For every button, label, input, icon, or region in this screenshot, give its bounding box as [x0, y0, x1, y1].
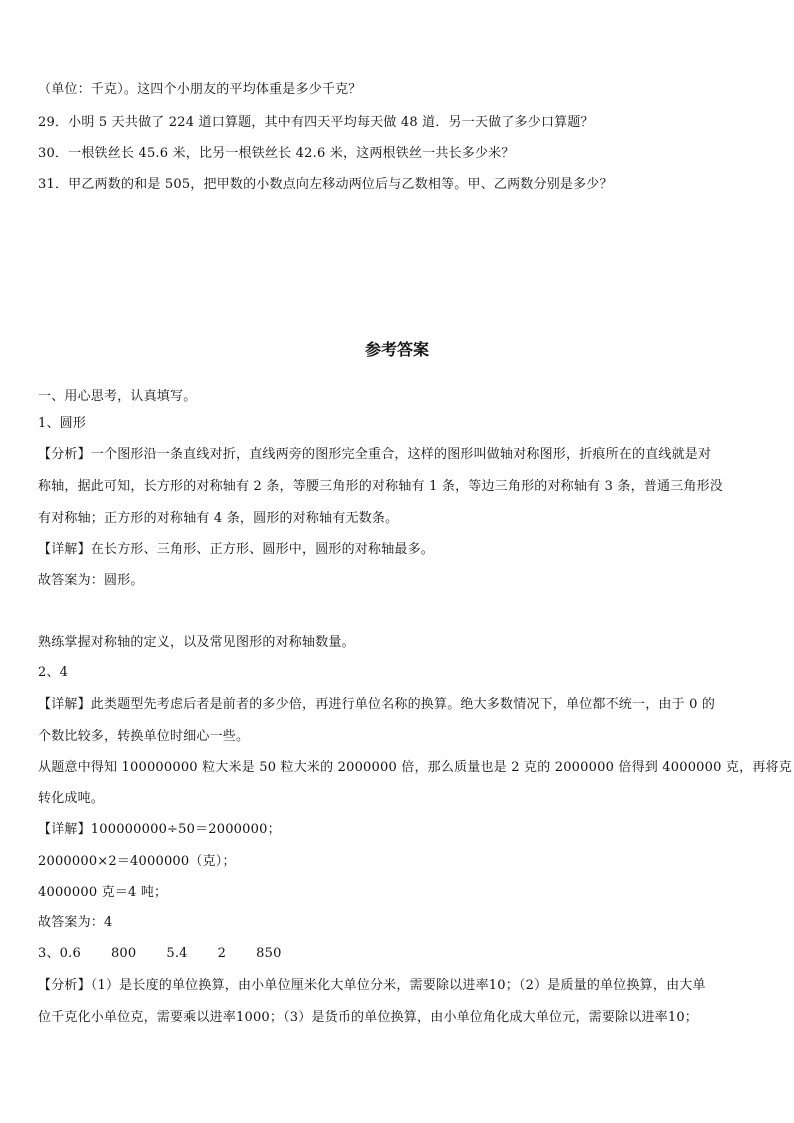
answer-2-calc-2: 2000000×2＝4000000（克）； — [38, 854, 236, 869]
answer-3-head — [38, 945, 758, 963]
answer-3-value-5: 850 — [256, 946, 282, 961]
answer-3-value-2: 800 — [110, 946, 137, 961]
answer-1-analysis-line-1: 【分析】一个图形沿一条直线对折，直线两旁的图形完全重合，这样的图形叫做轴对称图形，折痕所在的直线就是对 — [38, 447, 712, 462]
answer-3-analysis-line-1: 【分析】（1）是长度的单位换算，由小单位厘米化大单位分米，需要除以进率10；（2）是质量的单位换算，由大单 — [38, 978, 706, 993]
answer-3-value-3: 5.4 — [166, 946, 188, 961]
answer-1-detail: 【详解】在长方形、三角形、正方形、圆形中，圆形的对称轴最多。 — [38, 542, 435, 557]
answer-3-value-4: 2 — [217, 946, 227, 961]
question-29: 29．小明 5 天共做了 224 道口算题，其中有四天平均每天做 48 道．另一天做了多少口算题？ — [38, 115, 594, 130]
answer-2-calc-1: 【详解】100000000÷50＝2000000； — [38, 822, 281, 837]
question-28-tail: （单位：千克）。这四个小朋友的平均体重是多少千克？ — [38, 82, 362, 97]
answers-title: 参考答案 — [364, 340, 429, 359]
answer-3-analysis-line-2: 位千克化小单位克，需要乘以进率1000；（3）是货币的单位换算，由小单位角化成大单位元，需要除以进率10； — [38, 1010, 698, 1025]
answer-1-head: 1、圆形 — [38, 416, 87, 431]
answer-2-explain-line-2: 转化成吨。 — [38, 791, 105, 806]
question-31: 31．甲乙两数的和是 505，把甲数的小数点向左移动两位后与乙数相等。甲、乙两数分别是多少？ — [38, 177, 613, 192]
answer-3-value-1: 3、0.6 — [38, 946, 81, 961]
answer-2-calc-3: 4000000 克＝4 吨； — [38, 885, 168, 900]
answer-2-detail-line-1: 【详解】此类题型先考虑后者是前者的多少倍，再进行单位名称的换算。绝大多数情况下，单位都不统一，由于 0 的 — [38, 697, 716, 712]
section-heading: 一、用心思考，认真填写。 — [38, 389, 197, 404]
answer-2-detail-line-2: 个数比较多，转换单位时细心一些。 — [38, 729, 250, 744]
answer-2-head: 2、4 — [38, 665, 69, 680]
answer-1-analysis-line-2: 称轴，据此可知，长方形的对称轴有 2 条，等腰三角形的对称轴有 1 条，等边三角形的对称轴有 3 条，普通三角形没 — [38, 479, 724, 494]
answer-1-analysis-line-3: 有对称轴；正方形的对称轴有 4 条，圆形的对称轴有无数条。 — [38, 511, 399, 526]
answer-2-final: 故答案为：4 — [38, 915, 113, 930]
answer-2-explain-line-1: 从题意中得知 100000000 粒大米是 50 粒大米的 2000000 倍，那么质量也是 2 克的 2000000 倍得到 4000000 克，再将克 — [38, 760, 792, 775]
answer-1-note: 熟练掌握对称轴的定义，以及常见图形的对称轴数量。 — [38, 635, 355, 650]
answer-1-final: 故答案为：圆形。 — [38, 573, 144, 588]
question-30: 30．一根铁丝长 45.6 米，比另一根铁丝长 42.6 米，这两根铁丝一共长多少米？ — [38, 146, 515, 161]
